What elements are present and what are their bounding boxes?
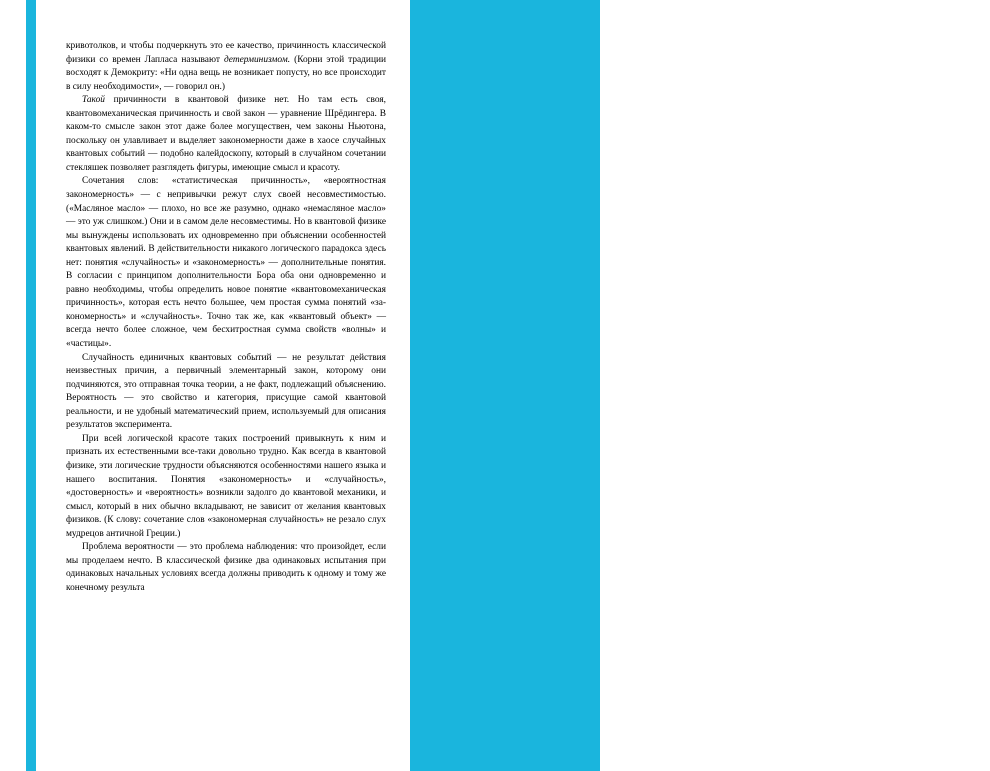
right-accent-panel: [410, 0, 968, 771]
body-paragraph: При всей логической красоте таких построений привыкнуть к ним и признать их естественными все-таки довольно трудно. Как всегда в квантовой физике, эти логические трудности объясняются особенностями нашего языка и нашего воспитания. Понятия «закономерность» и «случайность», «достоверность» и «вероятность» возникли задолго до квантовой механики, и смысл, который в них обычно вкладывают, не зависит от желания квантовых физиков. (К слову: сочетание слов «закономерная случайность» не резало слух мудрецов античной Греции.): [66, 433, 386, 539]
mermaid-figure-illustration: [858, 600, 978, 750]
body-text-column: [66, 40, 386, 595]
body-paragraph: Проблема вероятности — это проблема наблюдения: что произойдет, если мы проделаем нечто. В классической физике два одинаковых испытания при одинаковых начальных условиях всегда должны приводить к одному и тому же конечному результа: [66, 542, 386, 593]
body-paragraph: Сочетания слов: «статистическая причинность», «вероятностная закономерность» — с непривычки режут слух своей несовместимостью. («Масляное масло» — плохо, но все же разумно, однако «немасляное масло» — это уж слишком.) Они и в самом деле несовместимы. Но в квантовой физике мы вынуждены использовать их одновременно при объяснении особенностей квантовых явлений. В действительности никакого логического парадокса здесь нет: понятия «случайность» и «закономерность» — дополнительные понятия. В согласии с принципом дополнительности Бора оба они одновременно и равно необходимы, чтобы определить новое понятие «квантовомеханическая причинность», которая есть нечто большее, чем простая сумма понятий «закономерность» и «случайность». Точно так же, как «квантовый объект» — всегда нечто более сложное, чем бесхитростная сумма свойств «волны» и «частицы».: [66, 176, 386, 350]
body-paragraph: Такой причинности в квантовой физике нет. Но там есть своя, квантовомеханическая причинность и свой закон — уравнение Шрёдингера. В каком-то смысле закон этот даже более могуществен, чем законы Ньютона, поскольку он улавливает и выделяет закономерности даже в хаосе случайных квантовых событий — подобно калейдоскопу, который в случайном сочетании стекляшек позволяет разглядеть фигуры, имеющие смысл и красоту.: [66, 95, 386, 173]
left-accent-bar: [26, 0, 36, 771]
page-number: 174: [950, 735, 968, 747]
body-paragraph: кривотолков, и чтобы подчеркнуть это ее качество, причинность классической физики со времен Лапласа называют детерминизмом. (Корни этой традиции восходят к Демокриту: «Ни одна вещь не возникает попусту, но все происходит в силу необходимости», — говорил он.): [66, 41, 387, 92]
body-paragraph: Случайность единичных квантовых событий — не результат действия неизвестных причин, а первичный элементарный закон, которому они подчиняются, это отправная точка теории, а не факт, подлежащий объяснению. Вероятность — это свойство и категория, присущие самой квантовой реальности, и не удобный математический прием, используемый для описания результатов эксперимента.: [66, 352, 386, 431]
